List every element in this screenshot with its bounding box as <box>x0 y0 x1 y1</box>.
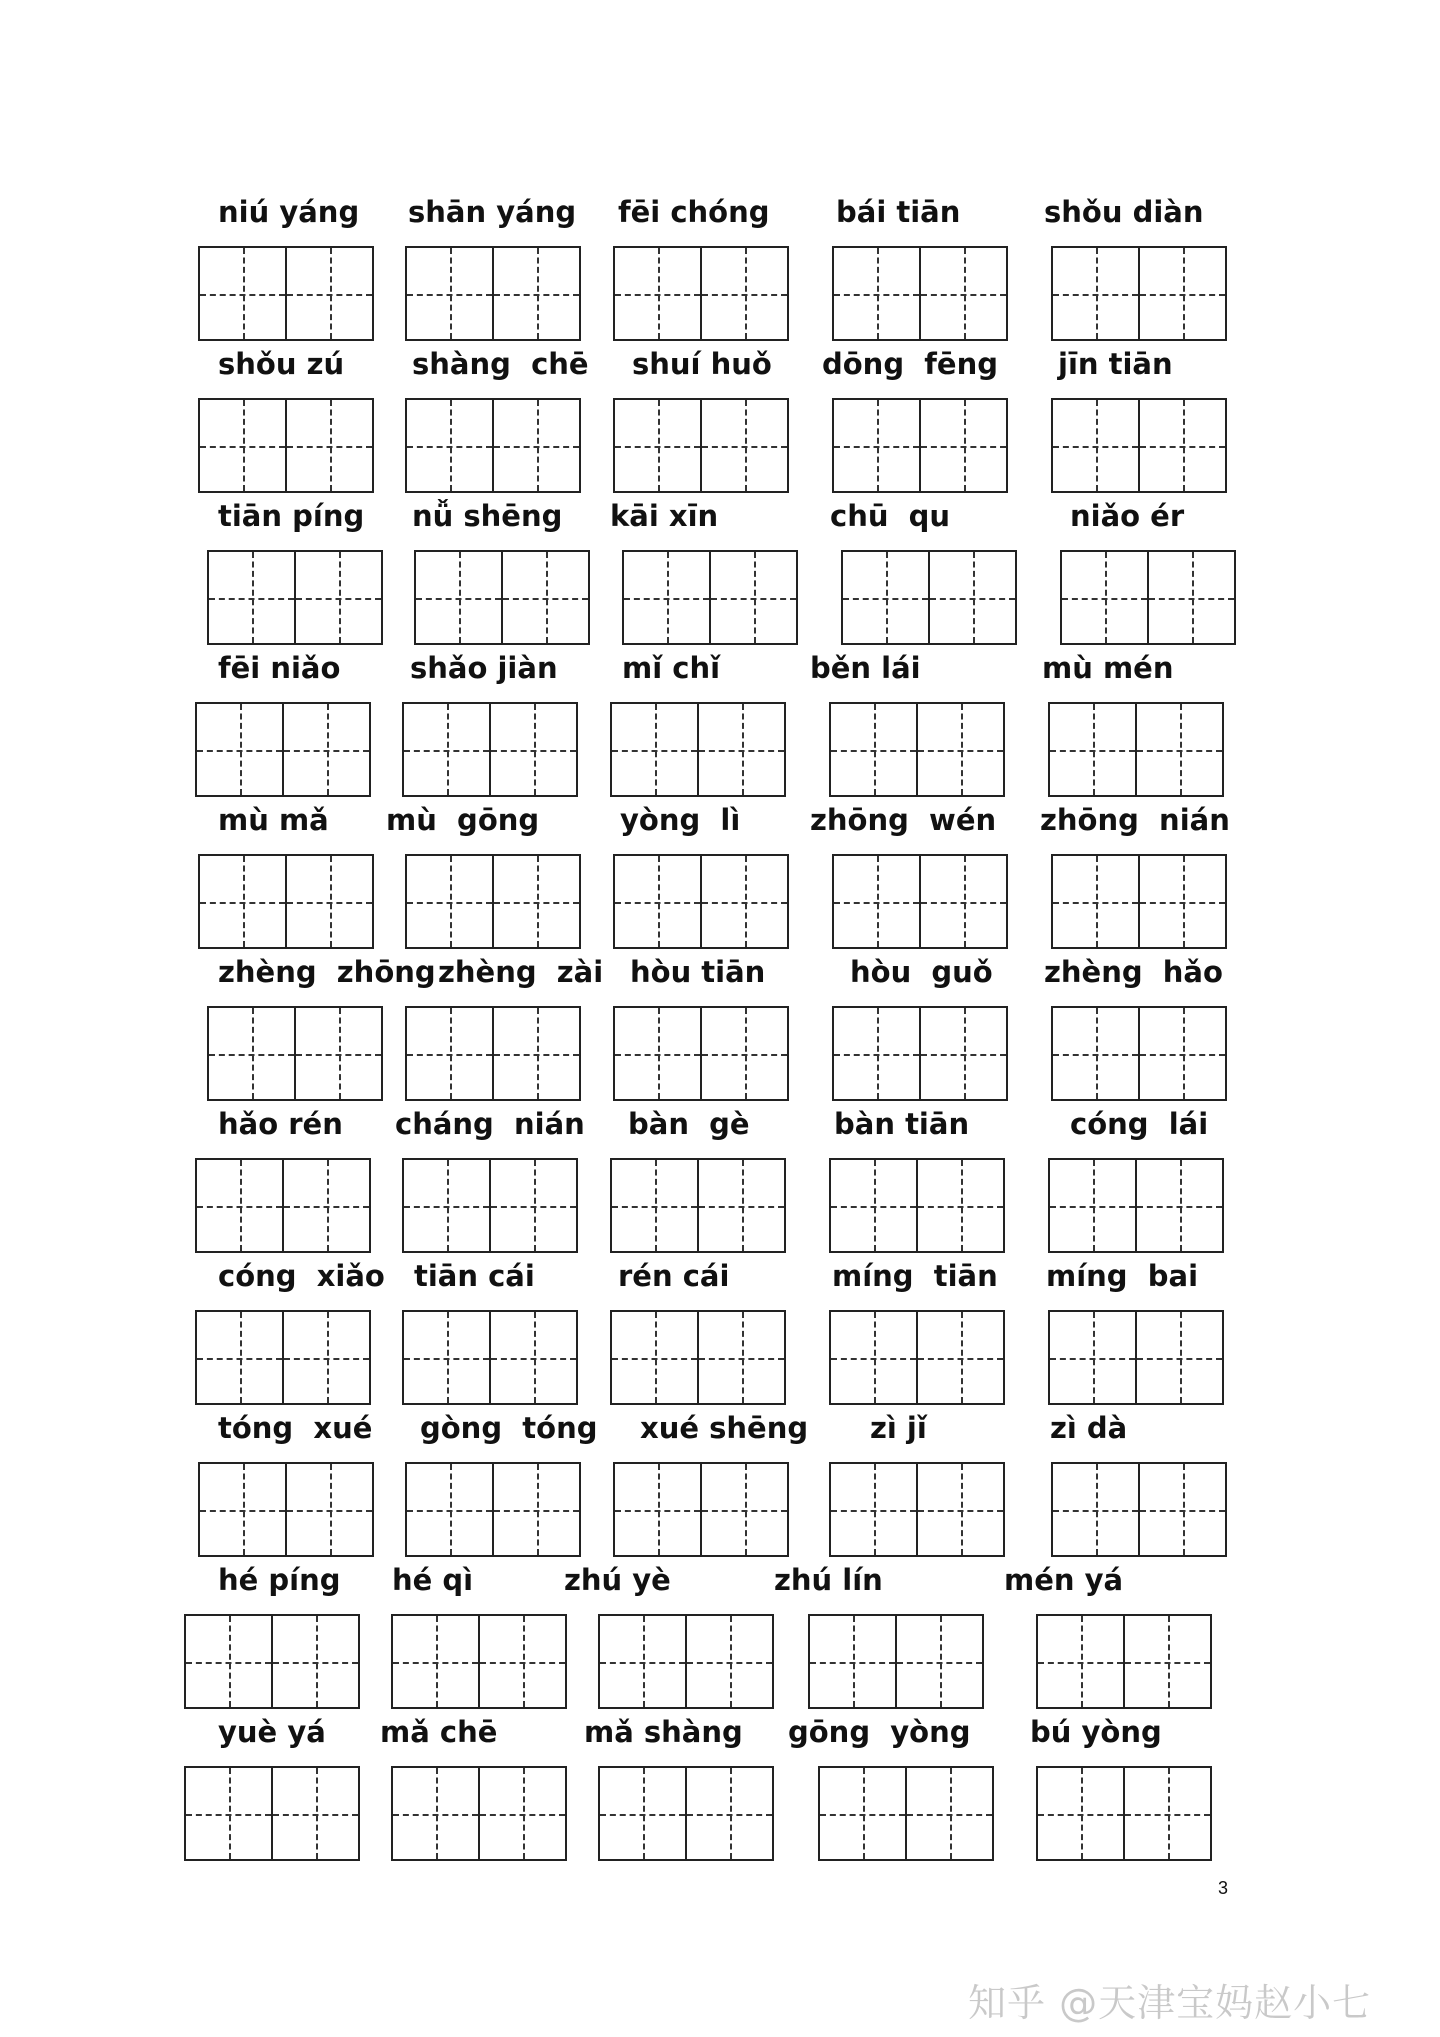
writing-grid[interactable] <box>829 702 1005 795</box>
writing-grid[interactable] <box>391 1766 567 1859</box>
tian-zi-box[interactable] <box>610 702 699 797</box>
tian-zi-box[interactable] <box>184 1766 273 1861</box>
writing-grid[interactable] <box>1060 550 1236 643</box>
writing-grid[interactable] <box>613 854 789 947</box>
writing-grid[interactable] <box>829 1158 1005 1251</box>
writing-grid[interactable] <box>613 246 789 339</box>
tian-zi-box[interactable] <box>613 854 702 949</box>
pinyin-label: míng bai <box>1046 1259 1199 1293</box>
writing-grid[interactable] <box>832 854 1008 947</box>
tian-zi-box[interactable] <box>829 1462 918 1557</box>
writing-grid[interactable] <box>613 398 789 491</box>
tian-zi-box[interactable] <box>296 1006 383 1101</box>
writing-grid[interactable] <box>610 1310 786 1403</box>
tian-zi-box[interactable] <box>808 1614 897 1709</box>
tian-zi-box[interactable] <box>198 854 287 949</box>
tian-zi-box[interactable] <box>284 1310 371 1405</box>
tian-zi-box[interactable] <box>829 1310 918 1405</box>
writing-grid[interactable] <box>207 550 383 643</box>
pinyin-label: gòng tóng <box>420 1411 598 1445</box>
writing-grid[interactable] <box>402 702 578 795</box>
tian-zi-box[interactable] <box>287 1462 374 1557</box>
tian-zi-box[interactable] <box>702 398 789 493</box>
tian-zi-box[interactable] <box>610 1310 699 1405</box>
tian-zi-box[interactable] <box>491 1158 578 1253</box>
tian-zi-box[interactable] <box>207 1006 296 1101</box>
tian-zi-box[interactable] <box>1137 1310 1224 1405</box>
writing-grid[interactable] <box>1036 1766 1212 1859</box>
writing-grid[interactable] <box>198 398 374 491</box>
pinyin-label: mǎ chē <box>380 1715 498 1749</box>
tian-zi-box[interactable] <box>1051 1006 1140 1101</box>
pinyin-label: nǚ shēng <box>412 499 563 533</box>
tian-zi-box[interactable] <box>207 550 296 645</box>
writing-grid[interactable] <box>405 398 581 491</box>
writing-grid[interactable] <box>405 1006 581 1099</box>
writing-grid[interactable] <box>402 1158 578 1251</box>
tian-zi-box[interactable] <box>1036 1614 1125 1709</box>
tian-zi-box[interactable] <box>1051 854 1140 949</box>
tian-zi-box[interactable] <box>1140 854 1227 949</box>
writing-grid[interactable] <box>829 1310 1005 1403</box>
writing-grid[interactable] <box>610 1158 786 1251</box>
pinyin-label: shuí huǒ <box>632 347 772 381</box>
tian-zi-box[interactable] <box>687 1766 774 1861</box>
tian-zi-box[interactable] <box>405 1462 494 1557</box>
pinyin-label: rén cái <box>618 1259 730 1293</box>
tian-zi-box[interactable] <box>832 398 921 493</box>
tian-zi-box[interactable] <box>195 1310 284 1405</box>
tian-zi-box[interactable] <box>1048 1158 1137 1253</box>
writing-grid[interactable] <box>391 1614 567 1707</box>
tian-zi-box[interactable] <box>198 246 287 341</box>
tian-zi-box[interactable] <box>184 1614 273 1709</box>
writing-grid[interactable] <box>402 1310 578 1403</box>
tian-zi-box[interactable] <box>1125 1614 1212 1709</box>
pinyin-label: hǎo rén <box>218 1107 343 1141</box>
writing-grid[interactable] <box>195 1158 371 1251</box>
writing-grid[interactable] <box>613 1006 789 1099</box>
tian-zi-box[interactable] <box>610 1158 699 1253</box>
tian-zi-box[interactable] <box>921 398 1008 493</box>
writing-grid[interactable] <box>841 550 1017 643</box>
pinyin-label: zhú yè <box>564 1563 671 1597</box>
tian-zi-box[interactable] <box>405 1006 494 1101</box>
writing-grid[interactable] <box>1048 702 1224 795</box>
tian-zi-box[interactable] <box>1060 550 1149 645</box>
pinyin-label: zhōng nián <box>1040 803 1230 837</box>
writing-grid[interactable] <box>414 550 590 643</box>
pinyin-label: hé píng <box>218 1563 341 1597</box>
writing-grid[interactable] <box>610 702 786 795</box>
tian-zi-box[interactable] <box>699 1310 786 1405</box>
pinyin-label: zhèng hǎo <box>1044 955 1223 989</box>
writing-grid[interactable] <box>198 246 374 339</box>
writing-grid[interactable] <box>1051 854 1227 947</box>
tian-zi-box[interactable] <box>391 1614 480 1709</box>
tian-zi-box[interactable] <box>405 854 494 949</box>
tian-zi-box[interactable] <box>1137 1158 1224 1253</box>
pinyin-label: hé qì <box>392 1563 474 1597</box>
tian-zi-box[interactable] <box>402 1158 491 1253</box>
watermark: 知乎 @天津宝妈赵小七 <box>968 1981 1372 2025</box>
tian-zi-box[interactable] <box>402 1310 491 1405</box>
tian-zi-box[interactable] <box>687 1614 774 1709</box>
pinyin-label: shǎo jiàn <box>410 651 558 685</box>
pinyin-label: tiān píng <box>218 499 365 533</box>
writing-grid[interactable] <box>622 550 798 643</box>
tian-zi-box[interactable] <box>195 702 284 797</box>
page-number: 3 <box>1218 1878 1229 1898</box>
tian-zi-box[interactable] <box>491 702 578 797</box>
tian-zi-box[interactable] <box>918 702 1005 797</box>
pinyin-label: yuè yá <box>218 1715 326 1749</box>
pinyin-label: hòu guǒ <box>850 955 993 989</box>
writing-grid[interactable] <box>598 1766 774 1859</box>
tian-zi-box[interactable] <box>405 246 494 341</box>
tian-zi-box[interactable] <box>1051 246 1140 341</box>
tian-zi-box[interactable] <box>1140 1006 1227 1101</box>
tian-zi-box[interactable] <box>480 1766 567 1861</box>
tian-zi-box[interactable] <box>391 1766 480 1861</box>
writing-grid[interactable] <box>1051 398 1227 491</box>
pinyin-label: bái tiān <box>836 195 961 229</box>
writing-grid[interactable] <box>1048 1158 1224 1251</box>
tian-zi-box[interactable] <box>702 246 789 341</box>
pinyin-label: bú yòng <box>1030 1715 1162 1749</box>
tian-zi-box[interactable] <box>930 550 1017 645</box>
tian-zi-box[interactable] <box>613 246 702 341</box>
tian-zi-box[interactable] <box>699 702 786 797</box>
tian-zi-box[interactable] <box>1051 398 1140 493</box>
pinyin-label: mù mén <box>1042 651 1174 685</box>
writing-grid[interactable] <box>198 854 374 947</box>
tian-zi-box[interactable] <box>702 854 789 949</box>
tian-zi-box[interactable] <box>284 1158 371 1253</box>
writing-grid[interactable] <box>405 246 581 339</box>
tian-zi-box[interactable] <box>494 398 581 493</box>
pinyin-label: dōng fēng <box>822 347 998 381</box>
writing-grid[interactable] <box>1048 1310 1224 1403</box>
pinyin-label: fēi chóng <box>618 195 770 229</box>
pinyin-label: shān yáng <box>408 195 577 229</box>
pinyin-label: cóng lái <box>1070 1107 1209 1141</box>
tian-zi-box[interactable] <box>598 1766 687 1861</box>
tian-zi-box[interactable] <box>198 398 287 493</box>
pinyin-label: zhèng zhōng <box>218 955 436 989</box>
pinyin-label: jīn tiān <box>1058 347 1173 381</box>
pinyin-label: shàng chē <box>412 347 589 381</box>
writing-grid[interactable] <box>818 1766 994 1859</box>
tian-zi-box[interactable] <box>273 1766 360 1861</box>
pinyin-label: niǎo ér <box>1070 499 1185 533</box>
tian-zi-box[interactable] <box>1137 702 1224 797</box>
tian-zi-box[interactable] <box>832 1006 921 1101</box>
tian-zi-box[interactable] <box>702 1462 789 1557</box>
tian-zi-box[interactable] <box>198 1462 287 1557</box>
tian-zi-box[interactable] <box>918 1310 1005 1405</box>
tian-zi-box[interactable] <box>284 702 371 797</box>
tian-zi-box[interactable] <box>829 1158 918 1253</box>
pinyin-label: gōng yòng <box>788 1715 971 1749</box>
tian-zi-box[interactable] <box>287 246 374 341</box>
tian-zi-box[interactable] <box>613 1006 702 1101</box>
pinyin-label: zì jǐ <box>870 1411 927 1445</box>
tian-zi-box[interactable] <box>287 854 374 949</box>
tian-zi-box[interactable] <box>921 854 1008 949</box>
writing-grid[interactable] <box>195 1310 371 1403</box>
pinyin-label: tiān cái <box>414 1259 535 1293</box>
writing-grid[interactable] <box>184 1614 360 1707</box>
tian-zi-box[interactable] <box>832 854 921 949</box>
tian-zi-box[interactable] <box>613 1462 702 1557</box>
tian-zi-box[interactable] <box>414 550 503 645</box>
pinyin-label: zì dà <box>1050 1411 1128 1445</box>
pinyin-label: mén yá <box>1004 1563 1124 1597</box>
writing-grid[interactable] <box>1051 1006 1227 1099</box>
tian-zi-box[interactable] <box>699 1158 786 1253</box>
tian-zi-box[interactable] <box>832 246 921 341</box>
writing-grid[interactable] <box>207 1006 383 1099</box>
pinyin-label: běn lái <box>810 651 921 685</box>
writing-grid[interactable] <box>1051 246 1227 339</box>
pinyin-label: zhōng wén <box>810 803 997 837</box>
writing-grid[interactable] <box>832 398 1008 491</box>
writing-grid[interactable] <box>405 854 581 947</box>
pinyin-label: zhú lín <box>774 1563 883 1597</box>
tian-zi-box[interactable] <box>402 702 491 797</box>
writing-grid[interactable] <box>598 1614 774 1707</box>
tian-zi-box[interactable] <box>702 1006 789 1101</box>
tian-zi-box[interactable] <box>1140 246 1227 341</box>
tian-zi-box[interactable] <box>503 550 590 645</box>
pinyin-label: tóng xué <box>218 1411 373 1445</box>
writing-grid[interactable] <box>195 702 371 795</box>
tian-zi-box[interactable] <box>273 1614 360 1709</box>
writing-grid[interactable] <box>1036 1614 1212 1707</box>
tian-zi-box[interactable] <box>711 550 798 645</box>
tian-zi-box[interactable] <box>921 1006 1008 1101</box>
tian-zi-box[interactable] <box>1140 398 1227 493</box>
pinyin-label: zhèng zài <box>438 955 604 989</box>
tian-zi-box[interactable] <box>1125 1766 1212 1861</box>
pinyin-label: yòng lì <box>620 803 741 837</box>
pinyin-label: cóng xiǎo <box>218 1259 385 1293</box>
writing-grid[interactable] <box>405 1462 581 1555</box>
pinyin-label: shǒu zú <box>218 347 345 381</box>
tian-zi-box[interactable] <box>841 550 930 645</box>
tian-zi-box[interactable] <box>1149 550 1236 645</box>
pinyin-label: bàn tiān <box>834 1107 970 1141</box>
tian-zi-box[interactable] <box>494 854 581 949</box>
tian-zi-box[interactable] <box>296 550 383 645</box>
tian-zi-box[interactable] <box>622 550 711 645</box>
pinyin-label: mǎ shàng <box>584 1715 743 1749</box>
writing-grid[interactable] <box>613 1462 789 1555</box>
tian-zi-box[interactable] <box>195 1158 284 1253</box>
writing-grid[interactable] <box>808 1614 984 1707</box>
pinyin-label: cháng nián <box>395 1107 585 1141</box>
writing-grid[interactable] <box>829 1462 1005 1555</box>
pinyin-label: mǐ chǐ <box>622 651 721 685</box>
tian-zi-box[interactable] <box>494 1462 581 1557</box>
tian-zi-box[interactable] <box>494 1006 581 1101</box>
tian-zi-box[interactable] <box>1048 702 1137 797</box>
tian-zi-box[interactable] <box>1048 1310 1137 1405</box>
tian-zi-box[interactable] <box>897 1614 984 1709</box>
pinyin-label: shǒu diàn <box>1044 195 1204 229</box>
tian-zi-box[interactable] <box>1036 1766 1125 1861</box>
pinyin-label: hòu tiān <box>630 955 766 989</box>
tian-zi-box[interactable] <box>494 246 581 341</box>
tian-zi-box[interactable] <box>818 1766 907 1861</box>
tian-zi-box[interactable] <box>1140 1462 1227 1557</box>
tian-zi-box[interactable] <box>491 1310 578 1405</box>
pinyin-label: míng tiān <box>832 1259 998 1293</box>
tian-zi-box[interactable] <box>598 1614 687 1709</box>
pinyin-label: chū qu <box>830 499 951 533</box>
writing-grid[interactable] <box>198 1462 374 1555</box>
pinyin-label: bàn gè <box>628 1107 750 1141</box>
pinyin-label: xué shēng <box>640 1411 809 1445</box>
tian-zi-box[interactable] <box>918 1462 1005 1557</box>
tian-zi-box[interactable] <box>918 1158 1005 1253</box>
tian-zi-box[interactable] <box>613 398 702 493</box>
pinyin-label: niú yáng <box>218 195 360 229</box>
tian-zi-box[interactable] <box>907 1766 994 1861</box>
tian-zi-box[interactable] <box>480 1614 567 1709</box>
pinyin-label: fēi niǎo <box>218 651 341 685</box>
tian-zi-box[interactable] <box>1051 1462 1140 1557</box>
pinyin-label: mù mǎ <box>218 803 329 837</box>
tian-zi-box[interactable] <box>829 702 918 797</box>
tian-zi-box[interactable] <box>287 398 374 493</box>
writing-grid[interactable] <box>832 1006 1008 1099</box>
writing-grid[interactable] <box>1051 1462 1227 1555</box>
pinyin-label: kāi xīn <box>610 499 719 533</box>
tian-zi-box[interactable] <box>921 246 1008 341</box>
writing-grid[interactable] <box>832 246 1008 339</box>
pinyin-label: mù gōng <box>386 803 540 837</box>
writing-grid[interactable] <box>184 1766 360 1859</box>
tian-zi-box[interactable] <box>405 398 494 493</box>
